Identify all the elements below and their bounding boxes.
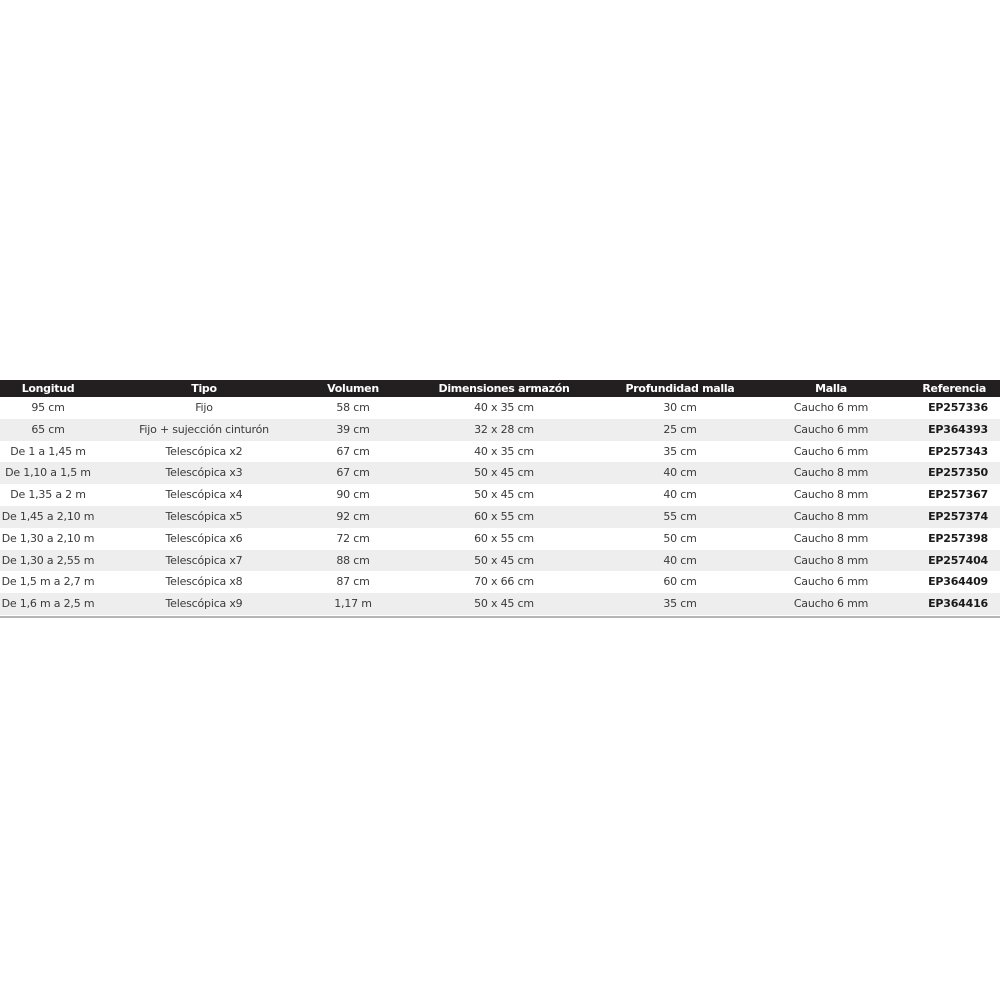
cell-referencia: EP257398 <box>928 531 988 545</box>
header-dimensiones: Dimensiones armazón <box>438 382 570 395</box>
cell-longitud: De 1,35 a 2 m <box>10 488 86 502</box>
header-referencia: Referencia <box>922 382 986 395</box>
header-longitud: Longitud <box>21 382 75 395</box>
cell-profundidad: 30 cm <box>663 401 697 414</box>
table-row <box>0 506 1000 528</box>
cell-profundidad: 35 cm <box>663 597 697 611</box>
cell-profundidad: 50 cm <box>663 531 697 545</box>
cell-tipo: Fijo + sujección cinturón <box>139 422 269 436</box>
cell-volumen: 58 cm <box>336 401 370 414</box>
cell-longitud: 95 cm <box>31 401 65 414</box>
cell-tipo: Telescópica x2 <box>165 444 243 458</box>
header-profundidad: Profundidad malla <box>625 382 735 395</box>
cell-referencia: EP257404 <box>928 553 988 567</box>
cell-volumen: 72 cm <box>336 531 370 545</box>
cell-dimensiones: 60 x 55 cm <box>474 531 534 545</box>
cell-malla: Caucho 6 mm <box>793 401 869 414</box>
cell-volumen: 67 cm <box>336 444 370 458</box>
cell-volumen: 88 cm <box>336 553 370 567</box>
cell-dimensiones: 50 x 45 cm <box>474 597 534 611</box>
cell-referencia: EP257336 <box>928 401 988 414</box>
cell-longitud: De 1,30 a 2,10 m <box>1 531 95 545</box>
table-row <box>0 571 1000 593</box>
cell-profundidad: 40 cm <box>663 488 697 502</box>
header-volumen: Volumen <box>327 382 379 395</box>
cell-volumen: 39 cm <box>336 422 370 436</box>
cell-tipo: Telescópica x3 <box>165 466 243 480</box>
cell-longitud: De 1 a 1,45 m <box>10 444 86 458</box>
cell-profundidad: 40 cm <box>663 466 697 480</box>
cell-malla: Caucho 6 mm <box>793 575 869 589</box>
cell-malla: Caucho 8 mm <box>793 488 869 502</box>
table-row <box>0 484 1000 506</box>
table-row <box>0 462 1000 484</box>
cell-referencia: EP257350 <box>928 466 988 480</box>
cell-referencia: EP364416 <box>928 597 988 611</box>
cell-dimensiones: 50 x 45 cm <box>474 488 534 502</box>
cell-profundidad: 25 cm <box>663 422 697 436</box>
cell-referencia: EP257343 <box>928 444 988 458</box>
cell-malla: Caucho 6 mm <box>793 597 869 611</box>
cell-dimensiones: 50 x 45 cm <box>474 466 534 480</box>
cell-profundidad: 35 cm <box>663 444 697 458</box>
cell-longitud: 65 cm <box>31 422 65 436</box>
cell-tipo: Telescópica x4 <box>165 488 243 502</box>
cell-volumen: 92 cm <box>336 509 370 523</box>
cell-referencia: EP257367 <box>928 488 988 502</box>
cell-dimensiones: 32 x 28 cm <box>474 422 534 436</box>
cell-malla: Caucho 8 mm <box>793 553 869 567</box>
header-malla: Malla <box>815 382 847 395</box>
cell-profundidad: 60 cm <box>663 575 697 589</box>
cell-tipo: Telescópica x9 <box>165 597 243 611</box>
cell-longitud: De 1,6 m a 2,5 m <box>1 597 95 611</box>
cell-longitud: De 1,45 a 2,10 m <box>1 509 95 523</box>
cell-tipo: Fijo <box>195 401 213 414</box>
table-header-row <box>0 380 1000 397</box>
cell-tipo: Telescópica x8 <box>165 575 243 589</box>
cell-dimensiones: 70 x 66 cm <box>474 575 534 589</box>
cell-volumen: 1,17 m <box>334 597 372 611</box>
cell-volumen: 87 cm <box>336 575 370 589</box>
cell-profundidad: 55 cm <box>663 509 697 523</box>
cell-tipo: Telescópica x6 <box>165 531 243 545</box>
cell-longitud: De 1,5 m a 2,7 m <box>1 575 95 589</box>
cell-malla: Caucho 8 mm <box>793 531 869 545</box>
table-row <box>0 528 1000 550</box>
table-bottom-rule <box>0 616 1000 618</box>
table-body <box>0 397 1000 615</box>
cell-dimensiones: 50 x 45 cm <box>474 553 534 567</box>
table-row <box>0 593 1000 615</box>
cell-referencia: EP364393 <box>928 422 988 436</box>
table-row <box>0 419 1000 441</box>
cell-volumen: 67 cm <box>336 466 370 480</box>
cell-longitud: De 1,30 a 2,55 m <box>1 553 95 567</box>
cell-malla: Caucho 6 mm <box>793 444 869 458</box>
cell-referencia: EP364409 <box>928 575 988 589</box>
table-row <box>0 550 1000 572</box>
cell-longitud: De 1,10 a 1,5 m <box>5 466 91 480</box>
table-row <box>0 397 1000 419</box>
cell-malla: Caucho 8 mm <box>793 509 869 523</box>
cell-tipo: Telescópica x7 <box>165 553 243 567</box>
cell-dimensiones: 60 x 55 cm <box>474 509 534 523</box>
cell-profundidad: 40 cm <box>663 553 697 567</box>
header-tipo: Tipo <box>191 382 217 395</box>
table-row <box>0 441 1000 463</box>
spec-table <box>0 380 1000 615</box>
cell-tipo: Telescópica x5 <box>165 509 243 523</box>
cell-malla: Caucho 6 mm <box>793 422 869 436</box>
cell-volumen: 90 cm <box>336 488 370 502</box>
cell-dimensiones: 40 x 35 cm <box>474 401 534 414</box>
cell-referencia: EP257374 <box>928 509 988 523</box>
cell-malla: Caucho 8 mm <box>793 466 869 480</box>
cell-dimensiones: 40 x 35 cm <box>474 444 534 458</box>
